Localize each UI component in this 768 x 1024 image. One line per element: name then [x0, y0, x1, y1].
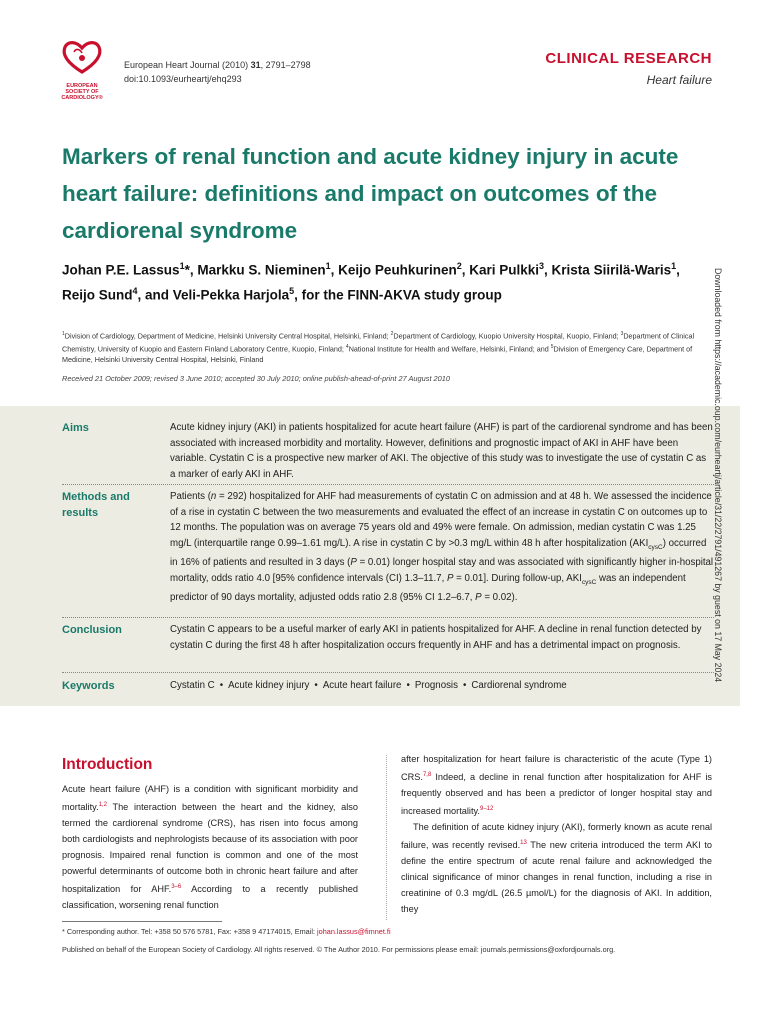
logo-text: EUROPEAN SOCIETY OF CARDIOLOGY® — [61, 83, 103, 101]
methods-label: Methods and results — [62, 491, 130, 519]
author-name: Reijo Sund — [62, 287, 133, 302]
intro-heading: Introduction — [62, 756, 153, 773]
author-affil-sup: 1 — [325, 261, 331, 271]
methods-text: Patients (n = 292) hospitalized for AHF had measurements of cystatin C on admission and at 48 h. We assessed the incidence of a rise in cystatin C between the two measurements and evaluated the effect of an increase in cystatin C on outcomes up to 12 months. The population was on average 75 years old and 49% were female. On admission, median cystatin C was 1.25 mg/L (interquartile range 0.99–1.61 mg/L). A rise in cystatin C by >0.3 mg/L within 48 h after hospitalization $(AKI_{cysC})$ occurred in 16% of patients and resulted in 3 days (P = 0.01) longer hospital stay and was associated with significantly higher in-hospital mortality, odds ratio 4.0 [95% confidence intervals (CI) 1.3–11.7, P = 0.01]. During follow-up, $AKI_{cysC}$ was an independent predictor of 90 days mortality, adjusted odds ratio 2.8 (95% CI 1.2–6.7, P = 0.02). — [170, 491, 714, 604]
heart-logo-icon — [56, 38, 108, 76]
author-affil-sup: 1 — [179, 261, 185, 271]
conclusion-label: Conclusion — [62, 624, 122, 636]
author-list: Johan P.E. Lassus$^1$*, Markku S. Nieminen$^1$, Keijo Peuhkurinen$^2$, Kari Pulkki$^3$, Krista Siirilä-Waris$^1$, Reijo Sund$^4$, and Veli-Pekka Harjola$^5$, for the FINN-AKVA study group — [62, 261, 680, 302]
conclusion-text: Cystatin C appears to be a useful marker of early AKI in patients hospitalized for AHF. A decline in renal function detected by cystatin C during the first 48 h after hospitalization occurs frequently in AHF and has a detrimental impact on prognosis. — [170, 624, 702, 651]
journal-info — [124, 58, 311, 86]
author-affil-sup: 1 — [671, 261, 677, 271]
author-name: Markku S. Nieminen — [197, 262, 326, 278]
aims-label: Aims — [62, 422, 89, 434]
section-type: CLINICAL RESEARCH — [545, 50, 712, 67]
article-title: Markers of renal function and acute kidney injury in acute heart failure: definitions and impact on outcomes of the cardiorenal syndrome — [62, 144, 679, 243]
aims-text: Acute kidney injury (AKI) in patients hospitalized for acute heart failure (AHF) is part of the cardiorenal syndrome and has been associated with increased morbidity and mortality. However, definitions and prognostic impact of AKI in AHF have been variable. Cystatin C is a prospective new marker of AKI. The objective of this study was to investigate the use of cystatin C as a marker of early AKI in AHF. — [170, 422, 713, 480]
author-affil-sup: 2 — [456, 261, 462, 271]
affiliation-text: Division of Cardiology, Department of Medicine, Helsinki University Central Hospital, Helsinki, Finland; — [64, 331, 391, 341]
column-divider — [386, 755, 387, 920]
author-name: Krista Siirilä-Waris — [551, 262, 672, 278]
intro-left-column: Acute heart failure (AHF) is a condition with significant morbidity and mortality.$^{1,2}$ The interaction between the heart and the kidney, also termed the cardiorenal syndrome (CRS), has risen into focus among both cardiologists and nephrologists because of its association with poor prognosis. Impaired renal function is common and one of the most powerful determinants of outcome both in chronic heart failure and after hospitalization for AHF.$^{3-6}$ According to a recently published classification, worsening renal function — [62, 784, 359, 911]
section-topic: Heart failure — [646, 73, 712, 87]
author-name: Veli-Pekka Harjola — [172, 287, 290, 302]
keyword: Cardiorenal syndrome — [471, 680, 567, 691]
author-affil-sup: 4 — [132, 285, 138, 296]
keyword: Cystatin C — [170, 680, 215, 691]
author-name: Kari Pulkki — [469, 262, 540, 278]
author-name: Keijo Peuhkurinen — [338, 262, 457, 278]
received-dates: Received 21 October 2009; revised 3 June 2010; accepted 30 July 2010; online publish-ahead-of-print 27 August 2010 — [62, 374, 450, 383]
divider — [62, 617, 714, 618]
download-sidebar: Downloaded from https://academic.oup.com/eurheartj/article/31/22/2791/491267 by guest on 17 May 2024 — [713, 268, 723, 683]
author-name: Johan P.E. Lassus — [62, 262, 180, 278]
affiliations: $^1$Division of Cardiology, Department of Medicine, Helsinki University Central Hospital, Helsinki, Finland; $^2$Department of Cardiology, Kuopio University Hospital, Kuopio, Finland; $^3$Department of Clinical Chemistry, University of Kuopio and Eastern Finland Laboratory Centre, Kuopio, Finland; $^4$National Institute for Health and Welfare, Helsinki, Finland; and $^5$Division of Emergency Care, Department of Medicine, Helsinki University Central Hospital, Helsinki, Finland — [62, 331, 695, 364]
journal-citation: European Heart Journal (2010) 31, 2791–2798 — [124, 60, 311, 70]
affiliation-text: Department of Clinical Chemistry, University of Kuopio and Eastern Finland Laboratory Centre, Kuopio, Finland; — [62, 331, 695, 354]
keyword: Acute heart failure — [322, 680, 402, 691]
keyword: Prognosis — [414, 680, 458, 691]
author-email-link[interactable]: johan.lassus@fimnet.fi — [317, 927, 391, 936]
esc-logo — [56, 38, 108, 101]
footnote-rule — [62, 921, 222, 922]
author-affil-sup: 3 — [539, 261, 545, 271]
publisher-note: Published on behalf of the European Society of Cardiology. All rights reserved. © The Author 2010. For permissions please email: journals.permissions@oxfordjournals.org. — [62, 945, 616, 954]
corresponding-author: * Corresponding author. Tel: +358 50 576 5781, Fax: +358 9 47174015, Email: johan.lassus@fimnet.fi — [62, 927, 391, 936]
section-header — [545, 50, 712, 87]
divider — [62, 484, 714, 485]
author-affil-sup: 5 — [289, 285, 295, 296]
abstract-box — [0, 406, 740, 706]
affiliation-text: Department of Cardiology, Kuopio University Hospital, Kuopio, Finland; — [393, 331, 621, 341]
journal-doi: doi:10.1093/eurheartj/ehq293 — [124, 74, 242, 84]
affiliation-text: National Institute for Health and Welfare, Helsinki, Finland; and — [348, 344, 551, 354]
keyword: Acute kidney injury — [228, 680, 310, 691]
keywords-list: Cystatin C • Acute kidney injury • Acute heart failure • Prognosis • Cardiorenal syndrome — [170, 680, 567, 691]
affiliation-text: Division of Emergency Care, Department of Medicine, Helsinki University Central Hospital, Helsinki, Finland — [62, 344, 693, 364]
divider — [62, 672, 714, 673]
keywords-label: Keywords — [62, 680, 115, 692]
intro-right-column: after hospitalization for heart failure is characteristic of the acute (Type 1) CRS.$^{7,8}$ Indeed, a decline in renal function after hospitalization for AHF is frequently observed and has been a predictor of longer hospital stay and increased mortality.$^{9-12}$ The definition of acute kidney injury (AKI), formerly known as acute renal failure, was recently revised.$^{13}$ The new criteria introduced the term AKI to define the entire spectrum of acute renal failure and acknowledged the clinical significance of minor changes in renal function, including a rise in creatinine of 0.3 mg/dL (26.5 µmol/L) for the diagnosis of AKI. In addition, they — [401, 754, 712, 915]
